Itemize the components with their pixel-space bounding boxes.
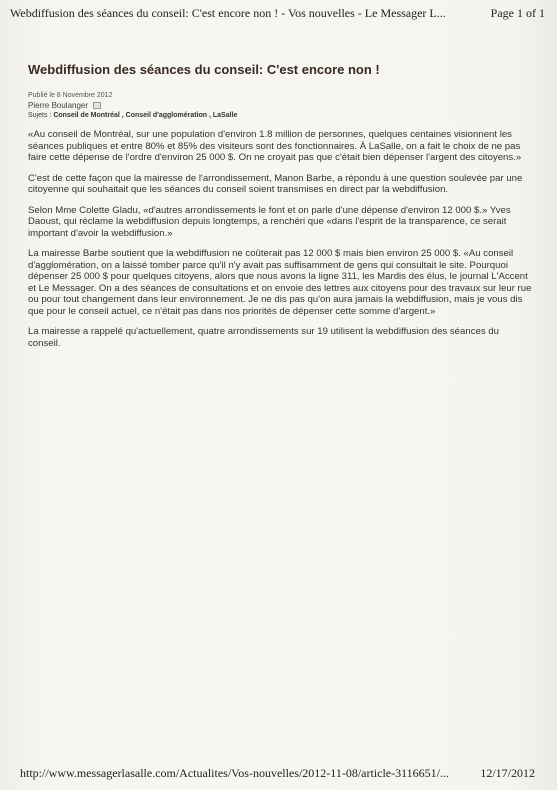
article [28, 62, 533, 358]
print-header [10, 6, 545, 21]
subjects-label: Sujets : [28, 112, 52, 119]
print-footer [20, 766, 535, 781]
print-footer-date: 12/17/2012 [480, 766, 535, 780]
subjects-list: Conseil de Montréal , Conseil d'agglomération , LaSalle [53, 112, 238, 119]
article-paragraph: C'est de cette façon que la mairesse de l'arrondissement, Manon Barbe, a répondu à une question soulevée par une citoyenne qui souhaitait que les séances du conseil soient transmises en direct par la webdiffusion. [28, 172, 523, 195]
email-icon [93, 102, 101, 109]
print-footer-url: http://www.messagerlasalle.com/Actualites/Vos-nouvelles/2012-11-08/article-3116651/... [20, 766, 450, 780]
article-title: Webdiffusion des séances du conseil: C'est encore non ! [28, 62, 380, 77]
article-paragraph: «Au conseil de Montréal, sur une population d'environ 1.8 million de personnes, quelques centaines visionnent les séances publiques et entre 80% et 85% des visiteurs sont des fonctionnaires. À LaSalle, on a fait le choix de ne pas faire cette dépense de l'ordre d'environ 25 000 $. On ne croyait pas que c'était bien dépenser l'argent des citoyens.» [28, 129, 522, 163]
article-paragraph: La mairesse a rappelé qu'actuellement, quatre arrondissements sur 19 utilisent la webdiffusion des séances du conseil. [28, 326, 499, 349]
print-header-page-number: Page 1 of 1 [490, 6, 545, 20]
author-line [28, 100, 533, 111]
print-header-title: Webdiffusion des séances du conseil: C'est encore non ! - Vos nouvelles - Le Messager L... [10, 6, 446, 20]
article-paragraph: Selon Mme Colette Gladu, «d'autres arrondissements le font et on parle d'une dépense d'environ 12 000 $.» Yves Daoust, qui réclame la webdiffusion depuis longtemps, a renchéri que «dans l'esprit de la transparence, ce serait important d'avoir la webdiffusion.» [28, 204, 511, 239]
publish-date: Publié le 8 Novembre 2012 [28, 92, 113, 99]
article-paragraph: La mairesse Barbe soutient que la webdiffusion ne coûterait pas 12 000 $ mais bien environ 25 000 $. «Au conseil d'agglomération, on a laissé tomber parce qu'il n'y avait pas suffisamment de gens qui consultait le site. Pourquoi dépenser 25 000 $ pour quelques citoyens, alors que nous avons la ligne 311, les Mardis des élus, le journal L'Accent et Le Messager. On a des séances de consultations et on envoie des lettres aux citoyens pour des travaux sur leur rue ou pour tout changement dans leur environnement. Je ne dis pas qu'on aura jamais la webdiffusion, mais je vous dis que pour le conseil actuel, ce n'était pas dans nos priorités de dépenser cette somme d'argent.» [28, 248, 532, 317]
author-name: Pierre Boulanger [28, 101, 89, 110]
subjects-line [28, 111, 533, 121]
